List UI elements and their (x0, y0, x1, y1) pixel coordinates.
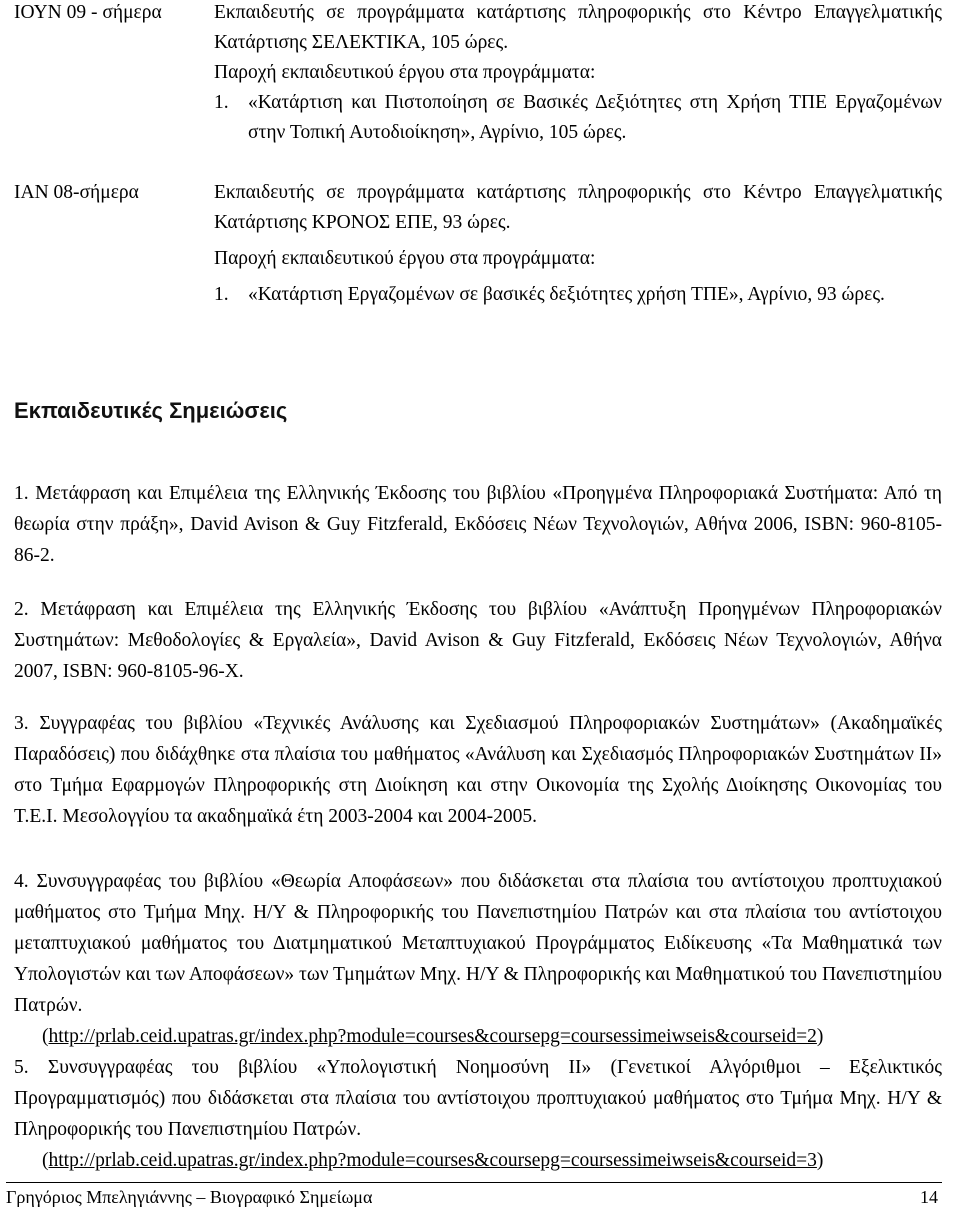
note-number: 3. (14, 713, 29, 734)
note-text: Συνσυγγραφέας του βιβλίου «Υπολογιστική Νοημοσύνη ΙΙ» (Γενετικοί Αλγόριθμοι – Εξελικτικός Προγραμματισμός) που διδάσκεται στα πλαίσια του αντίστοιχου προπτυχιακού μαθήματος στο Τμήμα Μηχ. Η/Υ & Πληροφορικής του Πανεπιστημίου Πατρών. (14, 1057, 942, 1140)
entry-provision-label: Παροχή εκπαιδευτικού έργου στα προγράμματα: (214, 62, 596, 83)
entry-item-text: «Κατάρτιση Εργαζομένων σε βασικές δεξιότητες χρήση ΤΠΕ», Αγρίνιο, 93 ώρες. (248, 284, 885, 305)
entry-provision-label: Παροχή εκπαιδευτικού έργου στα προγράμματα: (214, 248, 596, 269)
footer-title: Γρηγόριος Μπεληγιάννης – Βιογραφικό Σημείωμα (6, 1187, 373, 1207)
entry-body (214, 0, 942, 148)
note-item (14, 1052, 942, 1176)
note-number: 4. (14, 871, 29, 892)
note-item (14, 866, 942, 1052)
note-text: Συγγραφέας του βιβλίου «Τεχνικές Ανάλυσης και Σχεδιασμού Πληροφοριακών Συστημάτων» (Ακαδημαϊκές Παραδόσεις) που διδάχθηκε στα πλαίσια του μαθήματος «Ανάλυση και Σχεδιασμός Πληροφοριακών Συστημάτων ΙΙ» στο Τμήμα Εφαρμογών Πληροφορικής στη Διοίκηση και στην Οικονομία της Σχολής Διοίκησης Οικονομίας του Τ.Ε.Ι. Μεσολογγίου τα ακαδημαϊκά έτη 2003-2004 και 2004-2005. (14, 713, 943, 827)
entry-item (214, 280, 942, 310)
page-number: 14 (920, 1187, 938, 1207)
note-link-line: (http://prlab.ceid.upatras.gr/index.php?module=courses&coursepg=coursessimeiwseis&courseid=2) (42, 1026, 824, 1047)
entry-item-number: 1. (214, 284, 229, 305)
note-link-line: (http://prlab.ceid.upatras.gr/index.php?module=courses&coursepg=coursessimeiwseis&courseid=3) (42, 1150, 824, 1171)
note-text: Μετάφραση και Επιμέλεια της Ελληνικής Έκδοσης του βιβλίου «Προηγμένα Πληροφοριακά Συστήματα: Από τη θεωρία στην πράξη», David Avison & Guy Fitzferald, Εκδόσεις Νέων Τεχνολογιών, Αθήνα 2006, ISBN: 960-8105-86-2. (14, 483, 942, 566)
note-number: 1. (14, 483, 29, 504)
entry-date: ΙΑΝ 08-σήμερα (14, 182, 139, 203)
entry-item-text: «Κατάρτιση και Πιστοποίηση σε Βασικές Δεξιότητες στη Χρήση ΤΠΕ Εργαζομένων στην Τοπική Αυτοδιοίκηση», Αγρίνιο, 105 ώρες. (248, 92, 942, 143)
section-title: Εκπαιδευτικές Σημειώσεις (14, 398, 288, 423)
entry-description: Εκπαιδευτής σε προγράμματα κατάρτισης πληροφορικής στο Κέντρο Επαγγελματικής Κατάρτισης ΚΡΟΝΟΣ ΕΠΕ, 93 ώρες. (214, 182, 942, 233)
entry-item (214, 88, 942, 148)
entry-body (214, 178, 942, 310)
note-number: 2. (14, 599, 29, 620)
entry-description: Εκπαιδευτής σε προγράμματα κατάρτισης πληροφορικής στο Κέντρο Επαγγελματικής Κατάρτισης ΣΕΛΕΚΤΙΚΑ, 105 ώρες. (214, 2, 942, 53)
footer-divider (6, 1182, 942, 1183)
note-item (14, 594, 942, 687)
note-link[interactable]: http://prlab.ceid.upatras.gr/index.php?module=courses&coursepg=coursessimeiwseis&courseid=3 (48, 1150, 817, 1171)
note-number: 5. (14, 1057, 29, 1078)
entry-item-number: 1. (214, 92, 229, 113)
note-link[interactable]: http://prlab.ceid.upatras.gr/index.php?module=courses&coursepg=coursessimeiwseis&courseid=2 (48, 1026, 817, 1047)
entry-date: ΙΟΥΝ 09 - σήμερα (14, 2, 162, 23)
note-item (14, 708, 942, 832)
note-text: Συνσυγγραφέας του βιβλίου «Θεωρία Αποφάσεων» που διδάσκεται στα πλαίσια του αντίστοιχου προπτυχιακού μαθήματος στο Τμήμα Μηχ. Η/Υ & Πληροφορικής του Πανεπιστημίου Πατρών και στα πλαίσια του αντίστοιχου μεταπτυχιακού μαθήματος του Διατμηματικού Μεταπτυχιακού Προγράμματος Ειδίκευσης «Τα Μαθηματικά των Υπολογιστών και των Αποφάσεων» των Τμημάτων Μηχ. Η/Υ & Πληροφορικής και Μαθηματικού του Πανεπιστημίου Πατρών. (14, 871, 943, 1016)
note-text: Μετάφραση και Επιμέλεια της Ελληνικής Έκδοσης του βιβλίου «Ανάπτυξη Προηγμένων Πληροφοριακών Συστημάτων: Μεθοδολογίες & Εργαλεία», David Avison & Guy Fitzferald, Εκδόσεις Νέων Τεχνολογιών, Αθήνα 2007, ISBN: 960-8105-96-X. (14, 599, 942, 682)
note-item (14, 478, 942, 571)
